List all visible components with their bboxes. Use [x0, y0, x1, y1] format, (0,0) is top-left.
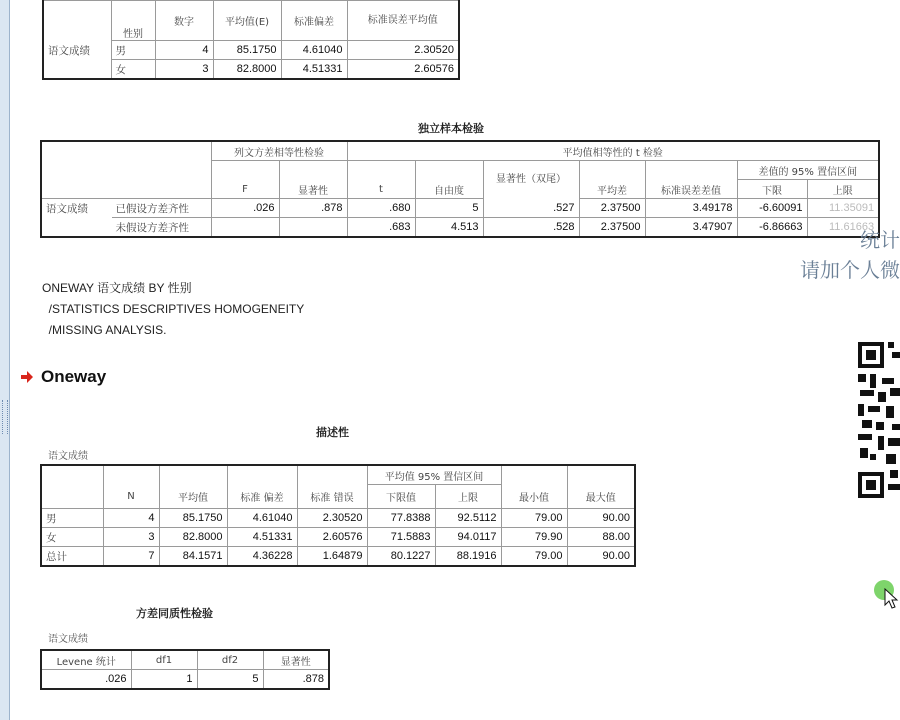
table-row	[41, 670, 329, 690]
cell-mean-diff: 2.37500	[579, 199, 645, 218]
cell-sd: 4.51331	[281, 60, 347, 80]
cell-sig2: .528	[483, 218, 579, 238]
procedure-title[interactable]	[20, 367, 106, 387]
cell-df: 4.513	[415, 218, 483, 238]
syntax-line: /MISSING ANALYSIS.	[42, 323, 167, 337]
col-sd: 标准偏差	[281, 1, 347, 41]
cell-se: 2.30520	[347, 41, 459, 60]
table-row	[41, 509, 635, 528]
cell-mean: 85.1750	[213, 41, 281, 60]
col-sig2: 显著性（双尾）	[483, 161, 579, 199]
col-df2: df2	[197, 650, 263, 670]
homogeneity-title: 方差同质性检验	[136, 607, 213, 620]
cell-df1: 1	[131, 670, 197, 690]
cell-F: .026	[211, 199, 279, 218]
col-upper: 上限	[807, 180, 879, 199]
ttest-title: 独立样本检验	[418, 122, 484, 135]
cell-lower: 80.1227	[367, 547, 435, 567]
independent-samples-test-table	[40, 140, 880, 238]
levene-header: 列文方差相等性检验	[211, 141, 347, 161]
cell-min: 79.00	[501, 509, 567, 528]
row-label: 语文成绩	[43, 41, 111, 60]
col-mean: 平均值(E)	[213, 1, 281, 41]
group-label: 女	[111, 60, 155, 80]
table-row	[41, 547, 635, 567]
cell-lower: -6.60091	[737, 199, 807, 218]
cell-n: 7	[103, 547, 159, 567]
col-gender: 性别	[111, 1, 155, 41]
col-df: 自由度	[415, 180, 483, 199]
cell-se: 2.30520	[297, 509, 367, 528]
cell-t: .680	[347, 199, 415, 218]
cell-sig: .878	[279, 199, 347, 218]
cell-F	[211, 218, 279, 238]
col-max: 最大值	[567, 485, 635, 509]
cell-lower: 71.5883	[367, 528, 435, 547]
group-statistics-table	[42, 0, 460, 80]
dependent-variable-label: 语文成绩	[48, 451, 88, 462]
cell-sd: 4.51331	[227, 528, 297, 547]
cell-df: 5	[415, 199, 483, 218]
cell-df2: 5	[197, 670, 263, 690]
cell-se: 2.60576	[347, 60, 459, 80]
cell-t: .683	[347, 218, 415, 238]
cell-min: 79.90	[501, 528, 567, 547]
ci-header: 平均值 95% 置信区间	[367, 465, 501, 485]
col-se: 标准 错误	[297, 485, 367, 509]
dependent-variable-label: 语文成绩	[48, 634, 88, 645]
col-min: 最小值	[501, 485, 567, 509]
col-mean: 平均值	[159, 485, 227, 509]
cell-upper: 94.0117	[435, 528, 501, 547]
col-sd: 标准 偏差	[227, 485, 297, 509]
cell-upper: 11.35091	[807, 199, 879, 218]
cell-sd: 4.61040	[281, 41, 347, 60]
syntax-line: /STATISTICS DESCRIPTIVES HOMOGENEITY	[42, 302, 305, 316]
qr-code-icon	[856, 340, 900, 500]
watermark-text: 请加个人微	[800, 258, 900, 282]
table-row	[41, 528, 635, 547]
col-df1: df1	[131, 650, 197, 670]
col-lower: 下限值	[367, 485, 435, 509]
row-label: 男	[41, 509, 103, 528]
col-mean-diff: 平均差	[579, 180, 645, 199]
col-lower: 下限	[737, 180, 807, 199]
assumption-label: 已假设方差齐性	[111, 199, 211, 218]
cell-lower: 77.8388	[367, 509, 435, 528]
table-row	[41, 199, 879, 218]
col-upper: 上限	[435, 485, 501, 509]
row-label: 女	[41, 528, 103, 547]
cell-se-diff: 3.49178	[645, 199, 737, 218]
col-t: t	[347, 180, 415, 199]
descriptives-title: 描述性	[316, 426, 349, 439]
cell-max: 90.00	[567, 547, 635, 567]
cell-sd: 4.36228	[227, 547, 297, 567]
cell-upper: 92.5112	[435, 509, 501, 528]
table-row	[43, 60, 459, 80]
cell-n: 3	[155, 60, 213, 80]
cell-n: 4	[103, 509, 159, 528]
cell-mean: 82.8000	[213, 60, 281, 80]
cell-mean: 84.1571	[159, 547, 227, 567]
cell-sig	[279, 218, 347, 238]
col-F: F	[211, 180, 279, 199]
syntax-line: ONEWAY 语文成绩 BY 性别	[42, 281, 192, 295]
cell-mean: 85.1750	[159, 509, 227, 528]
output-navigator-splitter[interactable]	[0, 0, 10, 720]
cell-lower: -6.86663	[737, 218, 807, 238]
cell-max: 90.00	[567, 509, 635, 528]
row-label: 语文成绩	[41, 199, 111, 218]
assumption-label: 未假设方差齐性	[111, 218, 211, 238]
ttest-header: 平均值相等性的 t 检验	[347, 141, 879, 161]
table-row	[41, 218, 879, 238]
mouse-cursor-icon	[884, 588, 900, 610]
cell-se: 2.60576	[297, 528, 367, 547]
homogeneity-table	[40, 649, 330, 690]
ci-header: 差值的 95% 置信区间	[737, 161, 879, 180]
cell-se-diff: 3.47907	[645, 218, 737, 238]
cell-mean-diff: 2.37500	[579, 218, 645, 238]
cell-upper: 88.1916	[435, 547, 501, 567]
col-n: N	[103, 485, 159, 509]
cell-n: 3	[103, 528, 159, 547]
col-levene: Levene 统计	[41, 650, 131, 670]
row-label: 总计	[41, 547, 103, 567]
cell-sd: 4.61040	[227, 509, 297, 528]
group-label: 男	[111, 41, 155, 60]
cell-mean: 82.8000	[159, 528, 227, 547]
cell-upper: 11.61663	[807, 218, 879, 238]
cell-min: 79.00	[501, 547, 567, 567]
col-sig: 显著性	[263, 650, 329, 670]
col-n: 数字	[155, 1, 213, 41]
cell-n: 4	[155, 41, 213, 60]
cell-sig: .878	[263, 670, 329, 690]
col-se: 标准误差平均值	[347, 1, 459, 41]
cell-max: 88.00	[567, 528, 635, 547]
cell-sig2: .527	[483, 199, 579, 218]
procedure-title-text: Oneway	[41, 367, 107, 386]
red-arrow-icon	[20, 370, 34, 384]
cell-se: 1.64879	[297, 547, 367, 567]
cell-levene: .026	[41, 670, 131, 690]
watermark-text: 统计	[860, 228, 900, 252]
syntax-log[interactable]	[42, 278, 304, 341]
descriptives-table	[40, 464, 636, 567]
col-sig: 显著性	[279, 180, 347, 199]
table-row	[43, 41, 459, 60]
splitter-grip[interactable]	[2, 400, 8, 434]
col-se-diff: 标准误差差值	[645, 180, 737, 199]
